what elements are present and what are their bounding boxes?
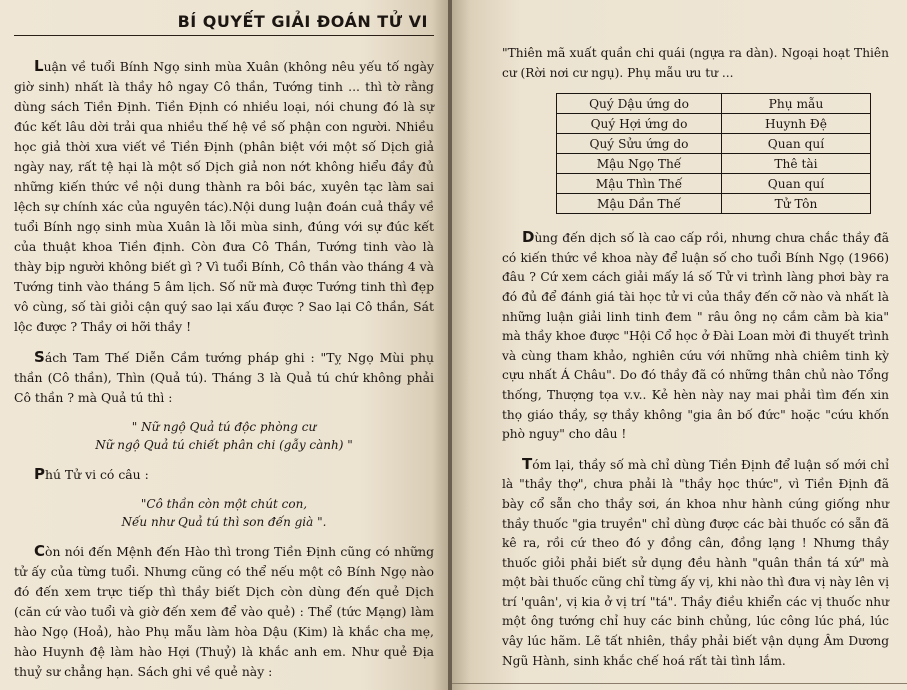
quote-verse-1 xyxy=(14,418,434,454)
table-cell: Phụ mẫu xyxy=(722,94,871,114)
dropcap: P xyxy=(34,465,45,483)
table-cell: Quý Sửu ứng do xyxy=(557,134,722,154)
paragraph-3 xyxy=(14,464,434,485)
paragraph-text: ùng đến dịch số là cao cấp rồi, nhưng chưa chắc thầy đã có kiến thức về khoa này để luận số cho tuổi Bính Ngọ (1966) đâu ? Cứ xem cách giải mấy lá số Tử vi trình làng phơi bày ra đó đủ để đánh giá tài học tử vi của thầy đến cỡ nào và nhất là những luận giải linh tinh đem " râu ông nọ cắm cằm bà kia" mà thầy khoe được "Hội Cổ học ở Đài Loan mời đi thuyết trình và cùng tham khảo, nghiên cứu với những nhà chiêm tinh kỳ cựu nhất Á Châu". Do đó thầy đã có những thân chủ nào Tổng thống, Thượng tọa v.v.. Kẻ hèn này nay mai phải tìm đến xin thọ giáo thầy, sợ thầy không "gia ân bố đức" hoặc "cứu khốn phò nguy" cho dâu ! xyxy=(502,231,889,442)
bottom-rule xyxy=(452,683,907,684)
table-cell: Mậu Dần Thế xyxy=(557,194,722,214)
paragraph-1 xyxy=(14,56,434,337)
dropcap: D xyxy=(522,228,535,247)
table-cell: Huynh Đệ xyxy=(722,114,871,134)
quote-line: " Nữ ngộ Quả tú độc phòng cư xyxy=(131,420,317,434)
paragraph-5 xyxy=(502,228,889,445)
table-cell: Quan quí xyxy=(722,134,871,154)
table-cell: Quan quí xyxy=(722,174,871,194)
table-cell: Tử Tôn xyxy=(722,194,871,214)
dropcap: L xyxy=(34,57,44,75)
table-row xyxy=(557,154,871,174)
paragraph-4 xyxy=(14,541,434,682)
left-page xyxy=(0,0,450,690)
table-cell: Quý Hợi ứng do xyxy=(557,114,722,134)
table-row xyxy=(557,174,871,194)
paragraph-6 xyxy=(502,455,889,672)
quote-line: Nữ ngộ Quả tú chiết phân chi (gẫy cành) " xyxy=(95,438,353,452)
quote-line: "Cô thần còn một chút con, xyxy=(140,497,308,511)
table-cell: Quý Dậu ứng do xyxy=(557,94,722,114)
right-page xyxy=(452,0,907,690)
intro-quote: "Thiên mã xuất quần chi quái (ngựa ra dàn). Ngoại hoạt Thiên cư (Rời nơi cư ngụ). Phụ mẫu ưu tư ... xyxy=(502,46,889,80)
paragraph-text: uận về tuổi Bính Ngọ sinh mùa Xuân (không nêu yếu tố ngày giờ sinh) nhất là thầy hô ngay Cô thần, Tướng tinh ... thì tờ rằng dùng sách Tiền Định. Tiền Định có nhiều loại, nói chung đó là sự đúc kết lâu dời trải qua nhiều thế hệ về số phận con người. Nhiều học giả thời xưa viết về Tiền Định (phân biệt với một số Dịch giả ngày nay, rất tệ hại là một số Dịch giả non nớt không hiểu đầy đủ những kiến thức về nội dung thành ra bôi bác, xuyên tạc làm sai lệch sự chính xác của nguyên tác).Nội dung luận đoán cuả thầy về tuổi Bính ngọ sinh mùa Xuân là lỗi mùa sinh, đúng với sự đúc kết của thuật khoa Tiền định. Còn đưa Cô Thần, Tướng tinh vào là thày bịp người không biết gì ? Vì tuổi Bính, Cô thần vào tháng 4 và Tướng tinh vào tháng 5 âm lịch. Số nữ mà được Tướng tinh thì đẹp vô cùng, số tài giỏi cận quý sao lại xấu được ? Sao lại Cô thần, Sát lộc được ? Thầy ơi hỡi thầy ! xyxy=(14,59,434,334)
running-head: BÍ QUYẾT GIẢI ĐOÁN TỬ VI xyxy=(14,6,434,36)
table-cell: Thê tài xyxy=(722,154,871,174)
paragraph-text: ách Tam Thế Diễn Cầm tướng pháp ghi : "Tỵ Ngọ Mùi phụ thần (Cô thần), Thìn (Quả tú). Tháng 3 là Quả tú chứ không phải Cô thần ? mà Quả tú thì : xyxy=(14,350,434,405)
quote-line: Nếu như Quả tú thì son đến già ". xyxy=(121,515,327,529)
quote-verse-2 xyxy=(14,495,434,531)
table-cell: Mậu Thìn Thế xyxy=(557,174,722,194)
dropcap: T xyxy=(522,454,533,473)
paragraph-text: hú Tử vi có câu : xyxy=(45,467,149,482)
table-row xyxy=(557,114,871,134)
table-row xyxy=(557,94,871,114)
paragraph-text: óm lại, thầy số mà chỉ dùng Tiền Định để luận số mới chỉ là "thầy thợ", chưa phải là "thầy học thức", vì Tiền Định đã bày cổ sẵn cho thầy sơi, án khoa như hành cúng giống như thầy thuốc "gia truyền" chỉ dùng được các bài thuốc có sẵn đã kê ra, rồi cứ theo đó y đồng cân, đồng lạng ! Nhưng thầy thuốc giỏi phải biết sử dụng đều hành "quân thần tá xứ" mà một bài thuốc cũng chỉ từng ấy vị, khi nào thì đưa vị này lên vị trí 'quân', vị kia ở vị trí "tá". Thầy điều khiển các vị thuốc như một ông tướng chỉ huy các binh chủng, lúc công lúc phá, lúc vây lúc hãm. Lẽ tất nhiên, thầy phải biết vận dụng Âm Dương Ngũ Hành, sinh khắc chế hoá rất tài tình lắm. xyxy=(502,457,889,668)
hexagram-table xyxy=(556,93,871,214)
dropcap: S xyxy=(34,348,45,366)
paragraph-2 xyxy=(14,347,434,408)
table-row xyxy=(557,194,871,214)
dropcap: C xyxy=(34,542,46,560)
paragraph-text: òn nói đến Mệnh đến Hào thì trong Tiền Định cũng có những tử ấy của từng tuổi. Nhưng cũng có thể nếu một cô Bính Ngọ nào đó đến xem trực tiếp thì thầy biết Dịch còn dùng đến quẻ Dịch (căn cứ vào tuổi và giờ đến xem để vào quẻ) : Thể (tức Mạng) làm hào Ngọ (Hoả), hào Phụ mẫu làm hòa Dậu (Kim) là khắc cha mẹ, hào Huynh đệ làm hào Hợi (Thuỷ) là khắc anh em. Như quẻ Địa thuỷ sư chẳng hạn. Sách ghi về quẻ này : xyxy=(14,544,434,679)
table-row xyxy=(557,134,871,154)
table-cell: Mậu Ngọ Thế xyxy=(557,154,722,174)
